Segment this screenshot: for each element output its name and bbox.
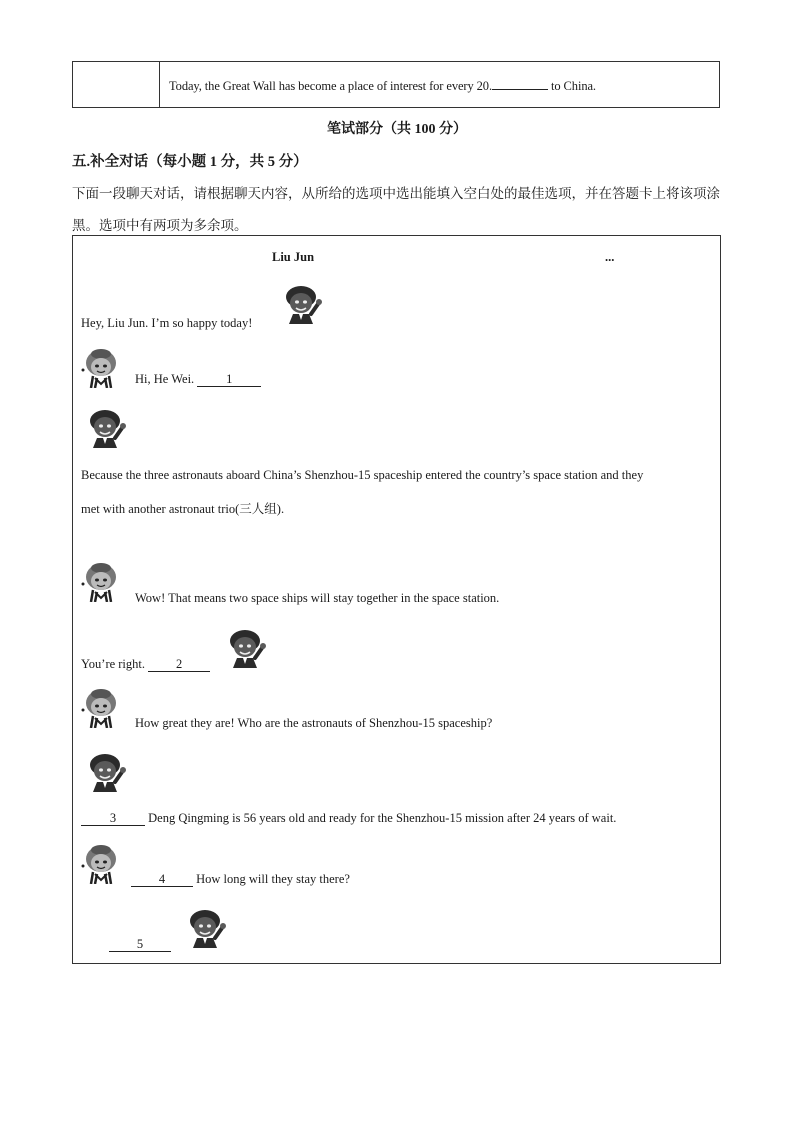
dialog-line-1: Hey, Liu Jun. I’m so happy today! [81,316,253,330]
dialog-line-2-text: Hi, He Wei. [135,372,198,386]
sentence-after-blank: to China. [547,79,596,93]
girl-avatar-icon [81,688,121,728]
boy-avatar-icon [281,284,323,326]
dialog-line-8-text: How long will they stay there? [193,872,350,886]
answer-blank-4[interactable]: 4 [131,872,193,887]
table-divider [159,62,160,107]
dialog-line-4: Wow! That means two space ships will stay together in the space station. [135,591,500,605]
boy-avatar-icon [225,628,267,670]
dialog-line-7-text: Deng Qingming is 56 years old and ready for the Shenzhou-15 mission after 24 years of wait. [145,811,617,825]
answer-blank-20[interactable] [492,77,548,90]
answer-blank-3[interactable]: 3 [81,811,145,826]
dialog-line-7 [81,811,616,826]
answer-blank-2[interactable]: 2 [148,657,210,672]
dialog-line-3a: Because the three astronauts aboard China’s Shenzhou-15 spaceship entered the country’s space station and they [81,468,644,482]
top-table-sentence [169,77,596,94]
dialog-line-2 [135,372,261,387]
speaker-name-he-wei: ... [605,250,615,264]
boy-avatar-icon [85,408,127,450]
section-five-instructions: 下面一段聊天对话，请根据聊天内容，从所给的选项中选出能填入空白处的最佳选项，并在答题卡上将该项涂黑。选项中有两项为多余项。 [72,186,720,234]
girl-avatar-icon [81,348,121,388]
answer-blank-1[interactable]: 1 [197,372,261,387]
sentence-before-blank: Today, the Great Wall has become a place of interest for every 20. [169,79,492,93]
girl-avatar-icon [81,844,121,884]
girl-avatar-icon [81,562,121,602]
dialog-line-5-text: You’re right. [81,657,149,671]
top-table [72,61,720,108]
dialog-line-9 [109,937,171,952]
answer-blank-5[interactable]: 5 [109,937,171,952]
speaker-name-liu-jun: Liu Jun [272,250,315,264]
dialog-line-8 [131,872,350,887]
boy-avatar-icon [185,908,227,950]
dialog-box [72,235,721,964]
dialog-line-3b: met with another astronaut trio(三人组). [81,502,285,516]
boy-avatar-icon [85,752,127,794]
section-five-heading: 五.补全对话（每小题 1 分，共 5 分） [72,154,308,170]
written-part-title: 笔试部分（共 100 分） [327,122,467,137]
dialog-line-6: How great they are! Who are the astronauts of Shenzhou-15 spaceship? [135,716,493,730]
dialog-line-5 [81,657,210,672]
